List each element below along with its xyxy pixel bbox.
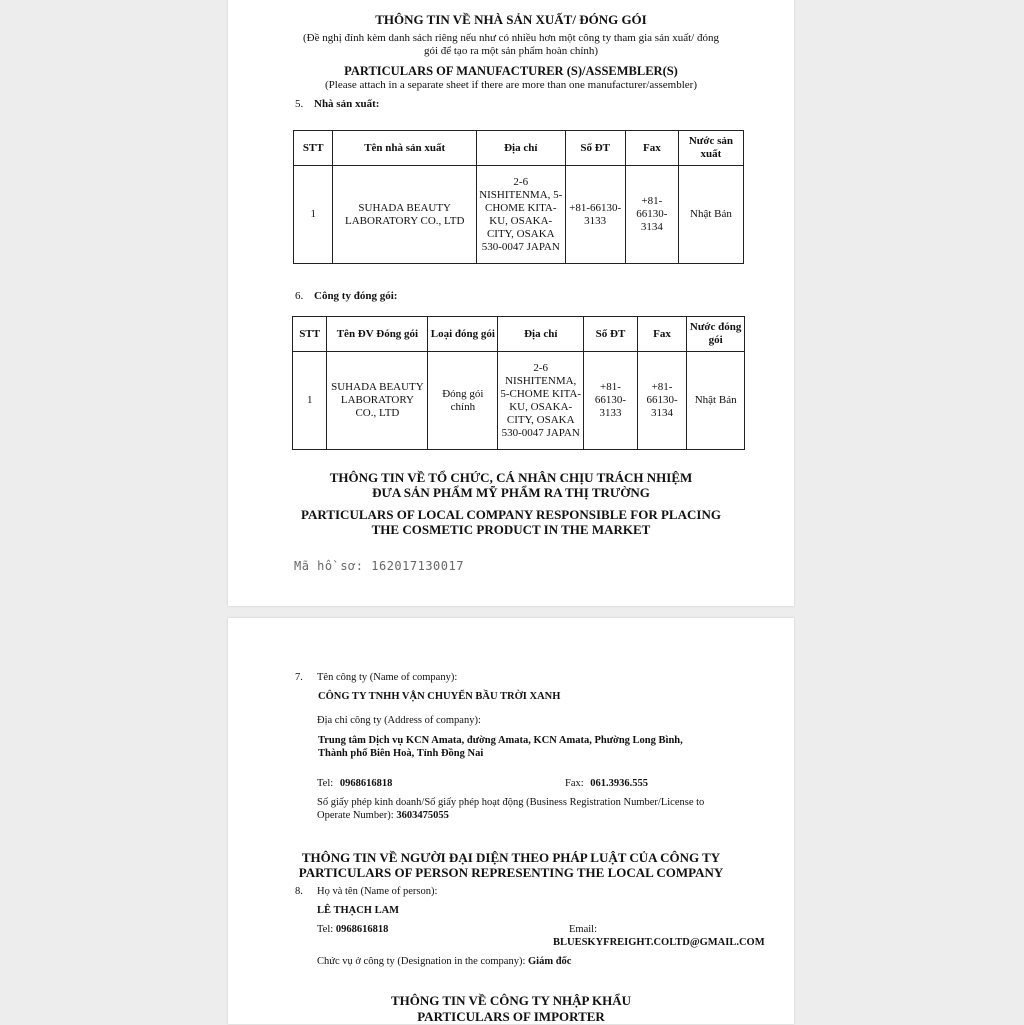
person-name-label: Họ và tên (Name of person):	[317, 886, 438, 897]
company-tel	[317, 778, 392, 789]
person-tel	[317, 924, 388, 935]
table-header: Địa chỉ	[476, 131, 565, 166]
company-fax-value: 061.3936.555	[590, 778, 649, 789]
company-address-label: Địa chỉ công ty (Address of company):	[317, 715, 481, 726]
person-email-label: Email:	[569, 924, 597, 935]
company-tel-value: 0968616818	[339, 778, 393, 789]
table-header: STT	[293, 317, 327, 352]
company-tel-label: Tel:	[317, 778, 334, 789]
person-email: BLUESKYFREIGHT.COLTD@GMAIL.COM	[553, 937, 765, 948]
table-header: Fax	[625, 131, 678, 166]
representative-title-vn: THÔNG TIN VỀ NGƯỜI ĐẠI DIỆN THEO PHÁP LUẬT CỦA CÔNG TY	[301, 850, 721, 865]
table-cell: +81-66130-3133	[565, 166, 625, 264]
table-header: Tên nhà sản xuất	[333, 131, 477, 166]
manufacturer-title-en: PARTICULARS OF MANUFACTURER (S)/ASSEMBLER(S)	[344, 64, 678, 78]
person-position	[317, 956, 571, 967]
company-fax-label: Fax:	[565, 778, 584, 789]
person-position-label: Chức vụ ở công ty (Designation in the company):	[317, 956, 526, 967]
table-row	[294, 166, 744, 264]
table-header: Tên ĐV Đóng gói	[327, 317, 428, 352]
company-fax	[565, 778, 648, 789]
table-cell: +81-66130-3133	[584, 352, 638, 450]
table-header: Số ĐT	[584, 317, 638, 352]
table-cell: SUHADA BEAUTY LABORATORY CO., LTD	[327, 352, 428, 450]
company-name: CÔNG TY TNHH VẬN CHUYỂN BẦU TRỜI XANH	[318, 691, 561, 702]
manufacturer-note-en: (Please attach in a separate sheet if there are more than one manufacturer/assembler)	[325, 79, 697, 91]
table-cell: 2-6 NISHITENMA, 5-CHOME KITA-KU, OSAKA-CITY, OSAKA 530-0047 JAPAN	[498, 352, 584, 450]
responsible-title-vn-line2: ĐƯA SẢN PHẨM MỸ PHẨM RA THỊ TRƯỜNG	[372, 485, 650, 500]
section5-heading	[295, 98, 379, 110]
table-cell: 1	[293, 352, 327, 450]
table-cell: SUHADA BEAUTY LABORATORY CO., LTD	[333, 166, 477, 264]
person-name: LÊ THẠCH LAM	[317, 905, 400, 916]
company-address-line2: Thành phố Biên Hoà, Tỉnh Đồng Nai	[318, 748, 484, 759]
table-cell: 2-6 NISHITENMA, 5-CHOME KITA-KU, OSAKA-CITY, OSAKA 530-0047 JAPAN	[476, 166, 565, 264]
file-code: Mã hồ sơ: 162017130017	[294, 559, 464, 573]
document-page-2	[228, 618, 794, 1024]
table-header: Nước sản xuất	[678, 131, 743, 166]
table-header: Địa chỉ	[498, 317, 584, 352]
table-cell: Nhật Bản	[687, 352, 745, 450]
importer-title-en: PARTICULARS OF IMPORTER	[417, 1009, 605, 1024]
responsible-title-en-line1: PARTICULARS OF LOCAL COMPANY RESPONSIBLE FOR PLACING	[301, 507, 721, 522]
manufacturer-note-vn-line2: gói để tạo ra một sản phẩm hoàn chỉnh)	[423, 45, 599, 57]
table-cell: Nhật Bản	[678, 166, 743, 264]
section6-heading	[295, 290, 397, 302]
license-number: 3603475055	[396, 810, 449, 821]
responsible-title-en-line2: THE COSMETIC PRODUCT IN THE MARKET	[371, 522, 651, 537]
table-header: Số ĐT	[565, 131, 625, 166]
table-header: Fax	[637, 317, 687, 352]
license-label-line2: Operate Number):	[317, 810, 394, 821]
document-page-1	[228, 0, 794, 606]
person-tel-label: Tel:	[317, 924, 334, 935]
company-name-label: Tên công ty (Name of company):	[317, 672, 458, 683]
table-cell: 1	[294, 166, 333, 264]
person-tel-value: 0968616818	[335, 924, 389, 935]
manufacturer-note-vn-line1: (Đề nghị đính kèm danh sách riêng nếu như có nhiều hơn một công ty tham gia sản xuất/ đóng	[303, 32, 719, 44]
section6-number: 6.	[295, 290, 304, 302]
table-header: Nước đóng gói	[687, 317, 745, 352]
section5-label: Nhà sản xuất:	[314, 98, 380, 110]
person-position-value: Giám đốc	[528, 956, 572, 967]
manufacturer-table	[293, 130, 744, 264]
company-address-line1: Trung tâm Dịch vụ KCN Amata, đường Amata, KCN Amata, Phường Long Bình,	[318, 735, 683, 746]
manufacturer-title-vn: THÔNG TIN VỀ NHÀ SẢN XUẤT/ ĐÓNG GÓI	[375, 12, 647, 27]
table-row	[293, 352, 745, 450]
table-header: Loại đóng gói	[428, 317, 498, 352]
packer-table	[292, 316, 745, 450]
responsible-title-vn-line1: THÔNG TIN VỀ TỔ CHỨC, CÁ NHÂN CHỊU TRÁCH NHIỆM	[329, 470, 693, 485]
section5-number: 5.	[295, 98, 304, 110]
license-line2	[317, 810, 449, 821]
table-cell: Đóng gói chính	[428, 352, 498, 450]
importer-title-vn: THÔNG TIN VỀ CÔNG TY NHẬP KHẨU	[390, 993, 632, 1008]
table-cell: +81-66130-3134	[625, 166, 678, 264]
table-cell: +81-66130-3134	[637, 352, 687, 450]
section8-number: 8.	[295, 886, 303, 897]
table-header: STT	[294, 131, 333, 166]
section6-label: Công ty đóng gói:	[314, 290, 398, 302]
section7-number: 7.	[295, 672, 303, 683]
license-label-line1: Số giấy phép kinh doanh/Số giấy phép hoạt động (Business Registration Number/License to	[317, 797, 705, 808]
representative-title-en: PARTICULARS OF PERSON REPRESENTING THE LOCAL COMPANY	[298, 865, 724, 880]
